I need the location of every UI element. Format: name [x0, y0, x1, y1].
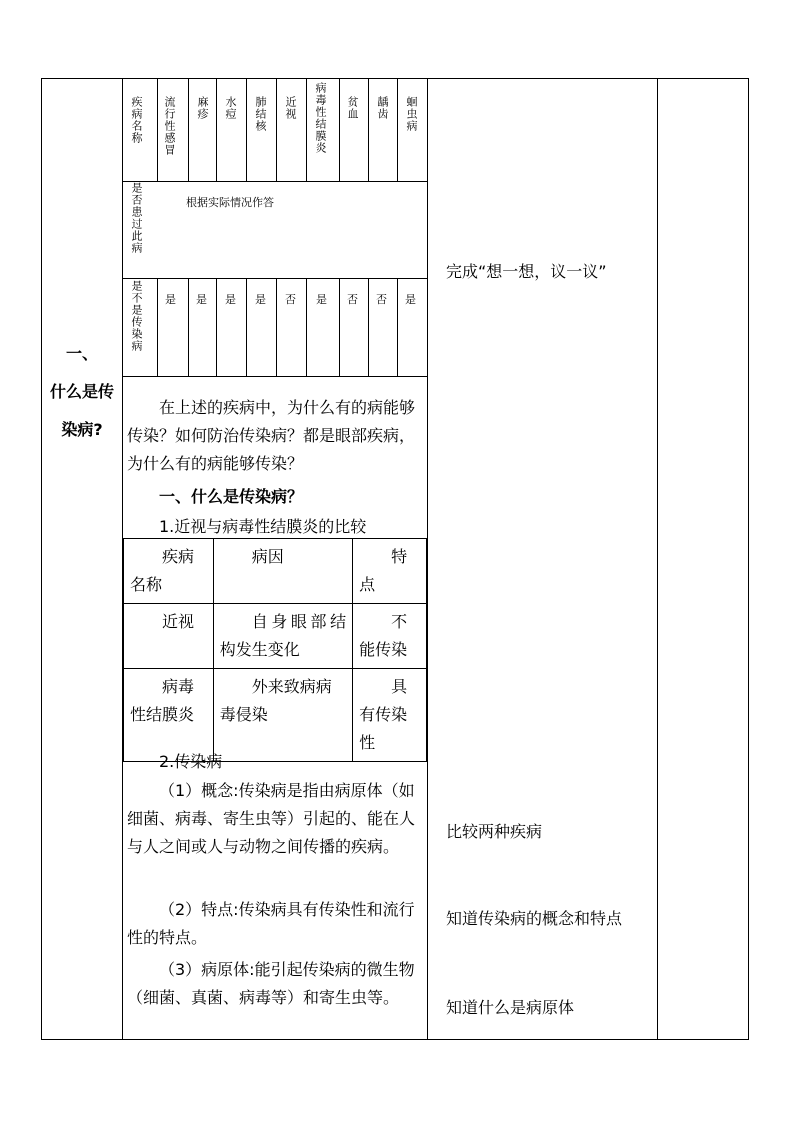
- disease-name: 蛔虫病: [405, 96, 418, 132]
- disease-name: 水痘: [224, 96, 237, 120]
- right-note-2: 比较两种疾病: [446, 822, 543, 841]
- contagious-value: 是: [255, 293, 266, 306]
- contagious-value: 是: [225, 293, 236, 306]
- contagious-value: 是: [165, 293, 176, 306]
- compare-cell: 具有传染性: [353, 669, 427, 762]
- compare-header: 疾病名称: [124, 539, 214, 604]
- frame-bottom: [41, 1039, 749, 1040]
- compare-cell: 自身眼部结构发生变化: [213, 604, 352, 669]
- section-title-line2: 染病?: [61, 420, 103, 439]
- row-had-note: 根据实际情况作答: [186, 196, 274, 209]
- compare-header-row: [124, 539, 427, 604]
- disease-name: 肺结核: [254, 96, 267, 132]
- pathogen-paragraph: （3）病原体:能引起传染病的微生物（细菌、真菌、病毒等）和寄生虫等。: [127, 960, 415, 1007]
- compare-cell: 外来致病病毒侵染: [213, 669, 352, 762]
- row-had-label: 是否患过此病: [130, 182, 143, 254]
- concept-paragraph: （1）概念:传染病是指由病原体（如细菌、病毒、寄生虫等）引起的、能在人与人之间或人与动物之间传播的疾病。: [127, 781, 416, 856]
- col-divider-3: [657, 78, 658, 1040]
- frame-right: [748, 78, 749, 1040]
- contagious-value: 是: [196, 293, 207, 306]
- contagious-value: 否: [285, 293, 296, 306]
- question-paragraph: 在上述的疾病中，为什么有的病能够传染？如何防治传染病？都是眼部疾病，为什么有的病能够传染？: [127, 398, 416, 473]
- compare-title: 1.近视与病毒性结膜炎的比较: [159, 517, 367, 536]
- contagious-value: 否: [376, 293, 387, 306]
- disease-name: 龋齿: [376, 96, 389, 120]
- disease-name: 流行性感冒: [163, 96, 176, 156]
- table-row: [124, 604, 427, 669]
- compare-table: [123, 538, 427, 762]
- disease-name: 麻疹: [196, 96, 209, 120]
- compare-header: 病因: [213, 539, 352, 604]
- header-label: 疾病名称: [130, 96, 143, 144]
- compare-cell: 病毒性结膜炎: [124, 669, 214, 762]
- right-note-1: 完成“想一想，议一议”: [446, 262, 607, 281]
- section-title: [42, 335, 122, 449]
- contagious-value: 是: [316, 293, 327, 306]
- section-number: 一、: [65, 344, 98, 363]
- frame-left: [41, 78, 42, 1040]
- disease-name: 近视: [284, 96, 297, 120]
- compare-header: 特点: [353, 539, 427, 604]
- contagious-value: 是: [405, 293, 416, 306]
- right-note-3: 知道传染病的概念和特点: [446, 909, 623, 928]
- sub2-title: 2.传染病: [159, 752, 223, 771]
- col-divider-2: [427, 78, 428, 1040]
- compare-cell: 不能传染: [353, 604, 427, 669]
- heading-what-is-infectious: 一、什么是传染病？: [159, 487, 304, 506]
- feature-paragraph: （2）特点:传染病具有传染性和流行性的特点。: [127, 900, 415, 947]
- row-contagious-label: 是不是传染病: [130, 280, 143, 352]
- frame-top: [41, 78, 749, 79]
- section-title-line1: 什么是传: [49, 382, 114, 401]
- disease-name: 贫血: [346, 96, 359, 120]
- right-note-4: 知道什么是病原体: [446, 998, 575, 1017]
- contagious-value: 否: [347, 293, 358, 306]
- compare-cell: 近视: [124, 604, 214, 669]
- disease-name: 病毒性结膜炎: [314, 82, 327, 154]
